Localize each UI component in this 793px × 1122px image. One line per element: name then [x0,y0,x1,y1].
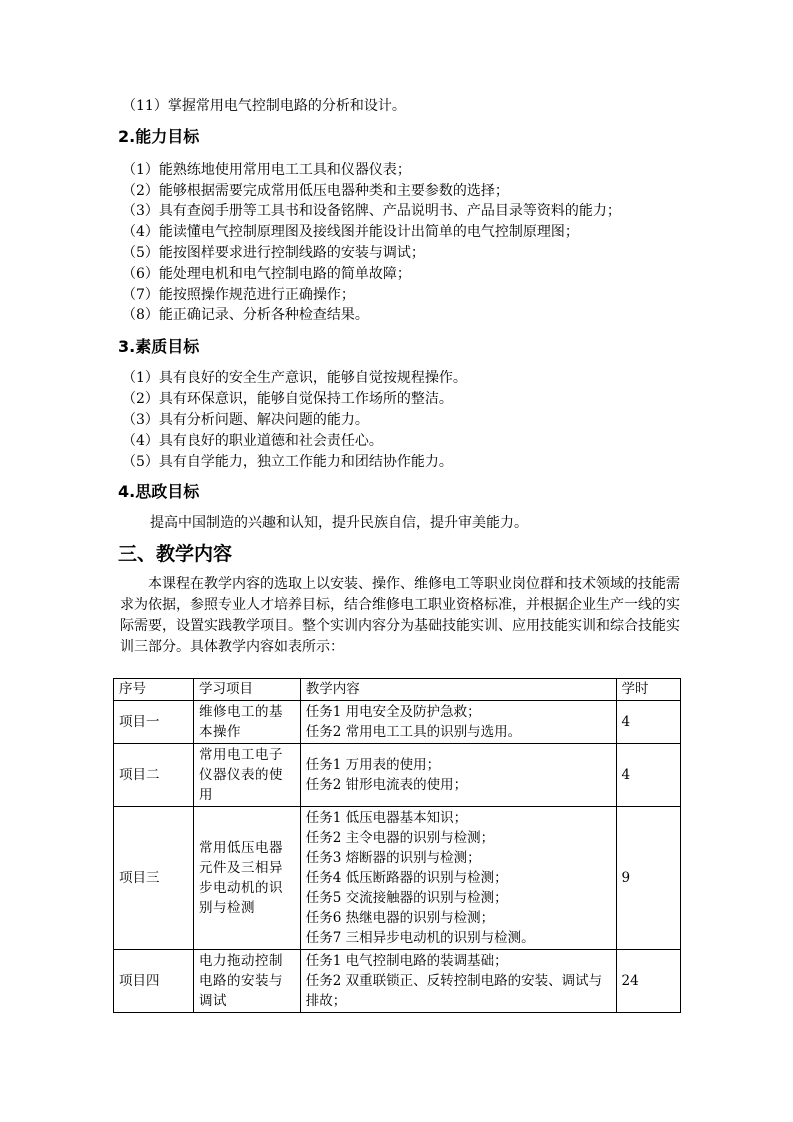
task-item: 任务3 熔断器的识别与检测； [305,850,481,866]
project-hours: 24 [616,950,681,1013]
teaching-content-paragraph: 本课程在教学内容的选取上以安装、操作、维修电工等职业岗位群和技术领域的技能需求为依据，参照专业人才培养目标，结合维修电工职业资格标准，并根据企业生产一线的实际需要，设置实践教学项目。整个实训内容分为基础技能实训、应用技能实训和综合技能实训三部分。具体教学内容如表所示： [120,576,680,655]
ability-item: （1）能熟练地使用常用电工工具和仪器仪表； [122,162,411,178]
quality-item: （5）具有自学能力，独立工作能力和团结协作能力。 [122,454,453,470]
project-no: 项目一 [114,701,194,744]
task-item: 任务2 常用电工工具的识别与选用。 [305,724,522,740]
project-name: 常用电工电子仪器仪表的使用 [199,747,284,803]
table-header-row [114,679,681,701]
project-name: 常用低压电器元件及三相异步电动机的识别与检测 [199,840,284,916]
project-name: 电力拖动控制电路的安装与调试 [199,953,284,1009]
ideology-heading: 4.思政目标 [118,482,200,501]
project-no: 项目二 [114,744,194,807]
ideology-text: 提高中国制造的兴趣和认知，提升民族自信，提升审美能力。 [150,515,528,531]
header-project: 学习项目 [194,679,301,701]
teaching-content-heading: 三、教学内容 [118,543,233,565]
ability-item: （2）能够根据需要完成常用低压电器种类和主要参数的选择； [122,183,509,199]
ability-heading: 2.能力目标 [118,127,200,146]
table-row [114,701,681,744]
ability-item: （3）具有查阅手册等工具书和设备铭牌、产品说明书、产品目录等资料的能力； [122,203,621,219]
task-item: 任务2 主令电器的识别与检测； [305,830,495,846]
ability-item: （4）能读懂电气控制原理图及接线图并能设计出简单的电气控制原理图； [122,224,579,240]
task-item: 任务2 钳形电流表的使用； [305,777,468,793]
project-hours: 4 [616,744,681,807]
task-item: 任务1 用电安全及防护急救； [305,704,481,720]
task-item: 任务7 三相异步电动机的识别与检测。 [305,930,535,946]
ability-item: （7）能按照操作规范进行正确操作； [122,287,355,303]
task-item: 任务5 交流接触器的识别与检测； [305,890,508,906]
project-no: 项目三 [114,807,194,950]
quality-item: （2）具有环保意识，能够自觉保持工作场所的整洁。 [122,391,453,407]
project-hours: 9 [616,807,681,950]
ability-item: （6）能处理电机和电气控制电路的简单故障； [122,266,411,282]
project-no: 项目四 [114,950,194,1013]
course-table [113,678,681,1013]
table-row [114,744,681,807]
table-row [114,950,681,1013]
quality-item: （4）具有良好的职业道德和社会责任心。 [122,433,383,449]
quality-item: （1）具有良好的安全生产意识，能够自觉按规程操作。 [122,370,467,386]
task-item: 任务1 电气控制电路的装调基础； [305,953,508,969]
task-item: 任务1 万用表的使用； [305,757,441,773]
quality-heading: 3.素质目标 [118,337,200,356]
quality-item: （3）具有分析问题、解决问题的能力。 [122,412,369,428]
header-hours: 学时 [616,679,681,701]
task-item: 任务6 热继电器的识别与检测； [305,910,495,926]
task-item: 任务4 低压断路器的识别与检测； [305,870,508,886]
knowledge-item-11: （11）掌握常用电气控制电路的分析和设计。 [122,98,406,114]
task-item: 任务1 低压电器基本知识； [305,810,468,826]
project-hours: 4 [616,701,681,744]
project-name: 维修电工的基本操作 [199,704,284,740]
header-content: 教学内容 [300,679,616,701]
table-row [114,807,681,950]
ability-item: （5）能按图样要求进行控制线路的安装与调试； [122,245,425,261]
ability-item: （8）能正确记录、分析各种检查结果。 [122,307,369,323]
header-no: 序号 [114,679,194,701]
task-item: 任务2 双重联锁正、反转控制电路的安装、调试与排故； [305,973,603,1009]
